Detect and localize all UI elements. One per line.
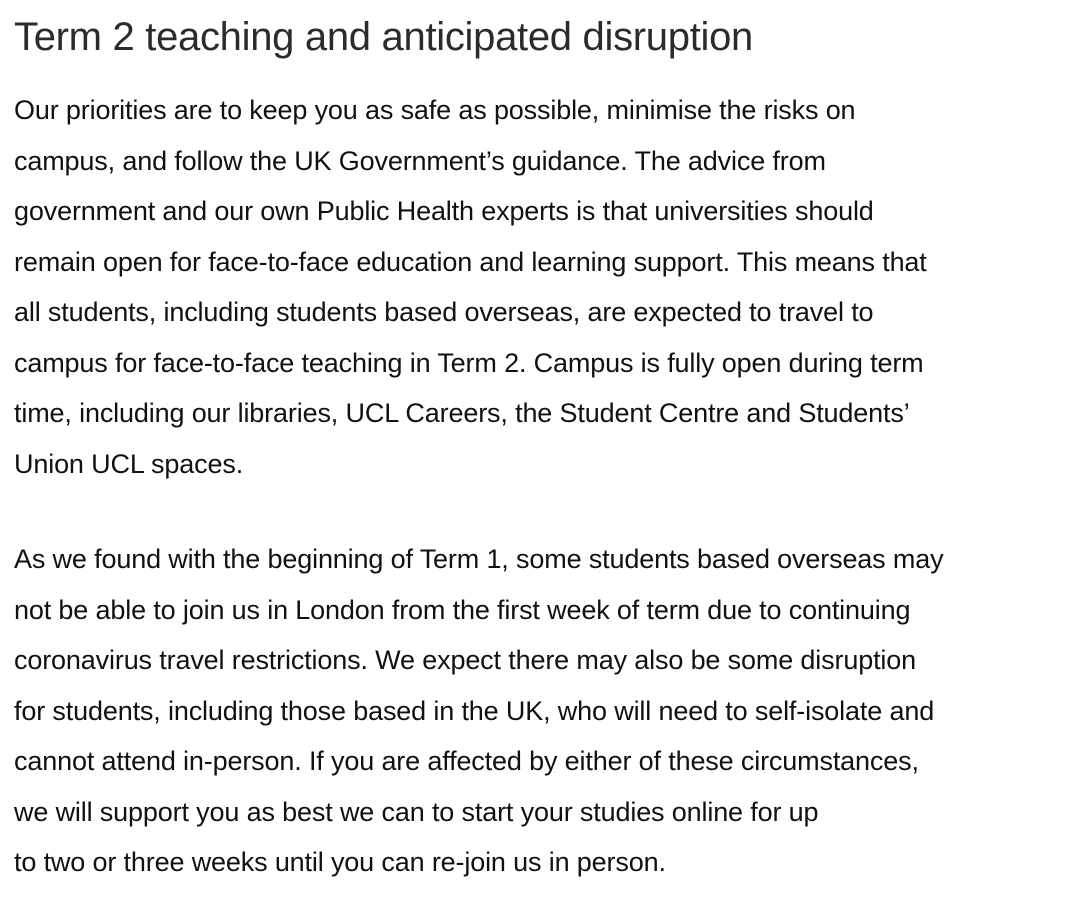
paragraph-line: cannot attend in-person. If you are affected by either of these circumstances, bbox=[14, 746, 919, 776]
paragraph-line: coronavirus travel restrictions. We expect there may also be some disruption bbox=[14, 645, 916, 675]
paragraph-line: campus, and follow the UK Government’s guidance. The advice from bbox=[14, 145, 826, 176]
paragraph-line: for students, including those based in the UK, who will need to self-isolate and bbox=[14, 695, 935, 726]
paragraph-line: we will support you as best we can to start your studies online for up bbox=[14, 796, 819, 827]
paragraph-overseas-disruption bbox=[14, 534, 943, 888]
paragraph-line: campus for face-to-face teaching in Term 2. Campus is fully open during term bbox=[14, 347, 924, 378]
paragraph-line: Union UCL spaces. bbox=[14, 448, 244, 479]
paragraph-line: government and our own Public Health experts is that universities should bbox=[14, 196, 874, 226]
paragraph-line: Our priorities are to keep you as safe as possible, minimise the risks on bbox=[14, 95, 856, 125]
paragraph-line: remain open for face-to-face education and learning support. This means that bbox=[14, 246, 927, 277]
paragraph-line: to two or three weeks until you can re-join us in person. bbox=[14, 847, 666, 877]
paragraph-line: As we found with the beginning of Term 1, some students based overseas may bbox=[14, 544, 944, 574]
paragraph-line: all students, including students based overseas, are expected to travel to bbox=[14, 297, 874, 327]
paragraph-line: time, including our libraries, UCL Careers, the Student Centre and Students’ bbox=[14, 398, 910, 428]
paragraph-term2-priorities bbox=[14, 85, 927, 489]
paragraph-line: not be able to join us in London from the first week of term due to continuing bbox=[14, 594, 911, 625]
page-title: Term 2 teaching and anticipated disruption bbox=[14, 15, 753, 59]
